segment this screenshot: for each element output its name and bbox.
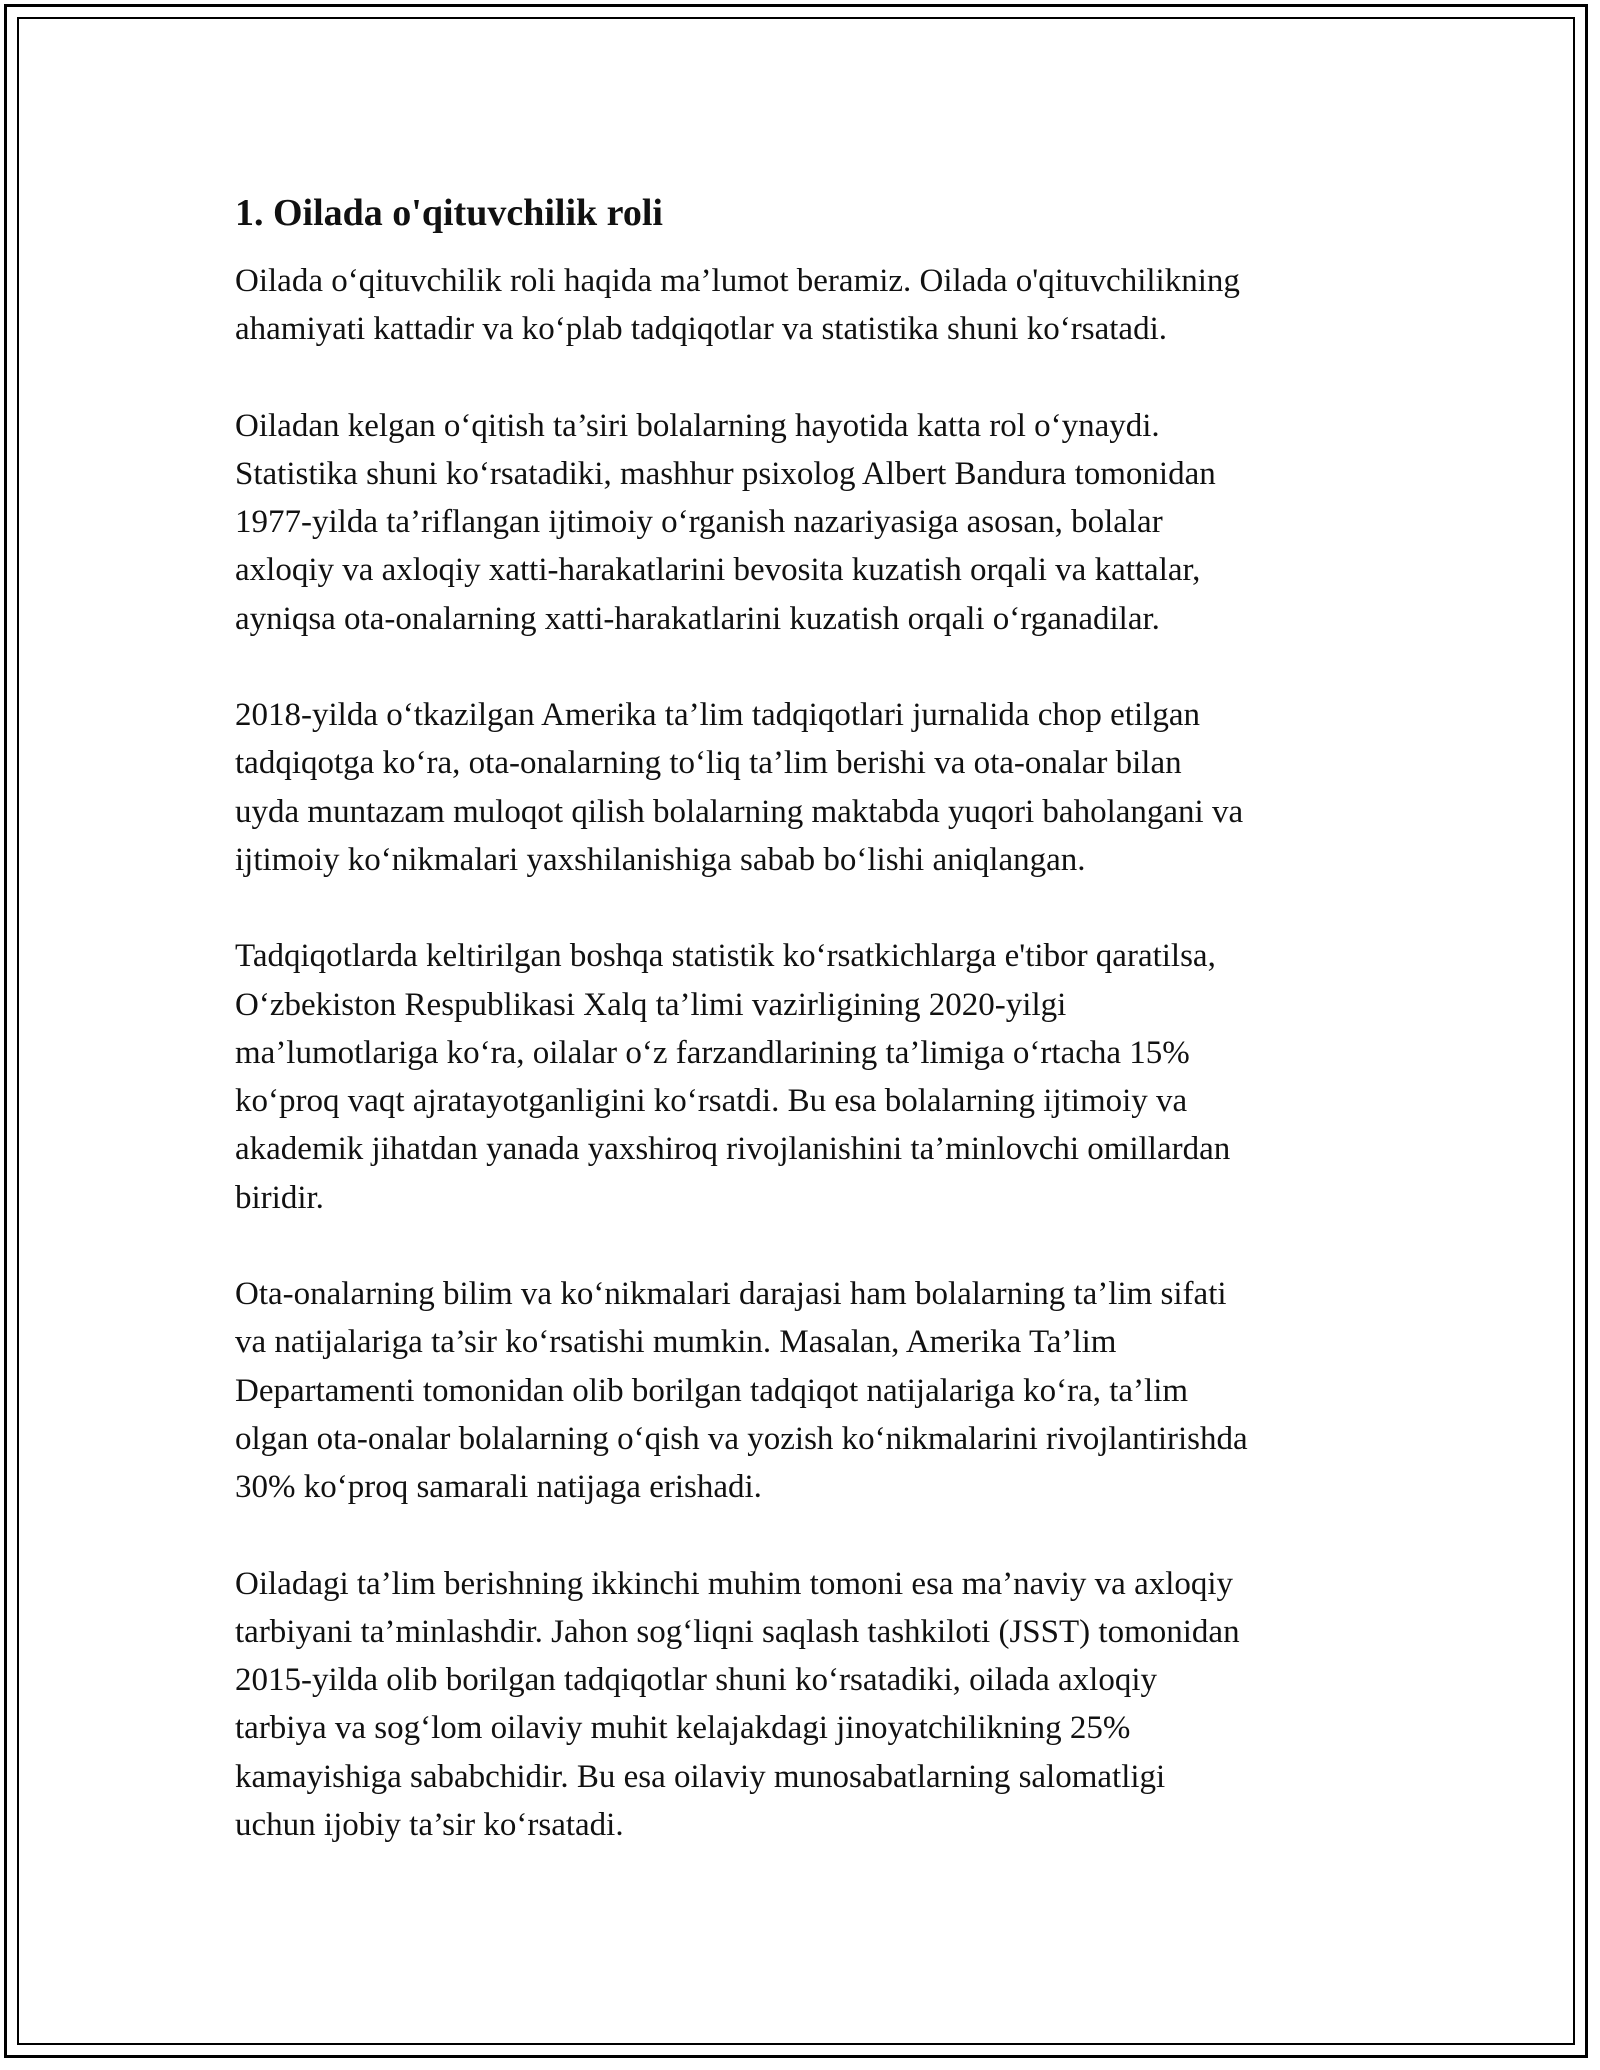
paragraph-line: 1977-yilda ta’riflangan ijtimoiy o‘rganish nazariyasiga asosan, bolalar bbox=[235, 504, 1163, 541]
paragraph-line: Ota-onalarning bilim va ko‘nikmalari darajasi ham bolalarning ta’lim sifati bbox=[235, 1276, 1227, 1313]
paragraph-line: Oiladan kelgan o‘qitish ta’siri bolalarning hayotida katta rol o‘ynaydi. bbox=[235, 407, 1160, 444]
paragraph-3 bbox=[235, 691, 1375, 884]
paragraph-line: Oiladagi ta’lim berishning ikkinchi muhim tomoni esa ma’naviy va axloqiy bbox=[235, 1565, 1234, 1602]
paragraph-line: 2018-yilda o‘tkazilgan Amerika ta’lim tadqiqotlari jurnalida chop etilgan bbox=[235, 697, 1200, 734]
paragraph-1 bbox=[235, 257, 1375, 354]
paragraph-4 bbox=[235, 932, 1375, 1222]
paragraph-line: uyda muntazam muloqot qilish bolalarning maktabda yuqori baholangani va bbox=[235, 793, 1244, 830]
paragraph-line: ayniqsa ota-onalarning xatti-harakatlarini kuzatish orqali o‘rganadilar. bbox=[235, 600, 1160, 637]
paragraph-list bbox=[235, 257, 1375, 1849]
paragraph-line: 2015-yilda olib borilgan tadqiqotlar shuni ko‘rsatadiki, oilada axloqiy bbox=[235, 1662, 1157, 1699]
paragraph-line: axloqiy va axloqiy xatti-harakatlarini bevosita kuzatish orqali va kattalar, bbox=[235, 552, 1201, 589]
paragraph-line: kamayishiga sababchidir. Bu esa oilaviy munosabatlarning salomatligi bbox=[235, 1758, 1166, 1795]
paragraph-line: O‘zbekiston Respublikasi Xalq ta’limi vazirligining 2020-yilgi bbox=[235, 986, 1067, 1023]
paragraph-line: Departamenti tomonidan olib borilgan tadqiqot natijalariga ko‘ra, ta’lim bbox=[235, 1372, 1189, 1409]
paragraph-line: ko‘proq vaqt ajratayotganligini ko‘rsatdi. Bu esa bolalarning ijtimoiy va bbox=[235, 1083, 1188, 1120]
paragraph-line: ma’lumotlariga ko‘ra, oilalar o‘z farzandlarining ta’limiga o‘rtacha 15% bbox=[235, 1034, 1190, 1071]
paragraph-line: 30% ko‘proq samarali natijaga erishadi. bbox=[235, 1469, 762, 1506]
paragraph-2 bbox=[235, 402, 1375, 643]
paragraph-line: tadqiqotga ko‘ra, ota-onalarning to‘liq ta’lim berishi va ota-onalar bilan bbox=[235, 745, 1182, 782]
paragraph-line: uchun ijobiy ta’sir ko‘rsatadi. bbox=[235, 1807, 624, 1844]
paragraph-line: ahamiyati kattadir va ko‘plab tadqiqotlar va statistika shuni ko‘rsatadi. bbox=[235, 311, 1167, 348]
document-body bbox=[235, 185, 1375, 1897]
paragraph-line: tarbiyani ta’minlashdir. Jahon sog‘liqni saqlash tashkiloti (JSST) tomonidan bbox=[235, 1613, 1240, 1650]
document-title: 1. Oilada o'qituvchilik roli bbox=[235, 192, 663, 234]
paragraph-line: biridir. bbox=[235, 1179, 324, 1216]
paragraph-line: ijtimoiy ko‘nikmalari yaxshilanishiga sabab bo‘lishi aniqlangan. bbox=[235, 841, 1086, 878]
paragraph-5 bbox=[235, 1270, 1375, 1511]
paragraph-line: Oilada o‘qituvchilik roli haqida ma’lumot beramiz. Oilada o'qituvchilikning bbox=[235, 263, 1240, 299]
paragraph-line: Statistika shuni ko‘rsatadiki, mashhur psixolog Albert Bandura tomonidan bbox=[235, 455, 1216, 492]
paragraph-line: tarbiya va sog‘lom oilaviy muhit kelajakdagi jinoyatchilikning 25% bbox=[235, 1710, 1131, 1747]
paragraph-line: Tadqiqotlarda keltirilgan boshqa statistik ko‘rsatkichlarga e'tibor qaratilsa, bbox=[235, 938, 1216, 975]
paragraph-line: akademik jihatdan yanada yaxshiroq rivojlanishini ta’minlovchi omillardan bbox=[235, 1131, 1231, 1168]
paragraph-line: va natijalariga ta’sir ko‘rsatishi mumkin. Masalan, Amerika Ta’lim bbox=[235, 1324, 1117, 1361]
paragraph-6 bbox=[235, 1560, 1375, 1850]
paragraph-line: olgan ota-onalar bolalarning o‘qish va yozish ko‘nikmalarini rivojlantirishda bbox=[235, 1420, 1248, 1457]
